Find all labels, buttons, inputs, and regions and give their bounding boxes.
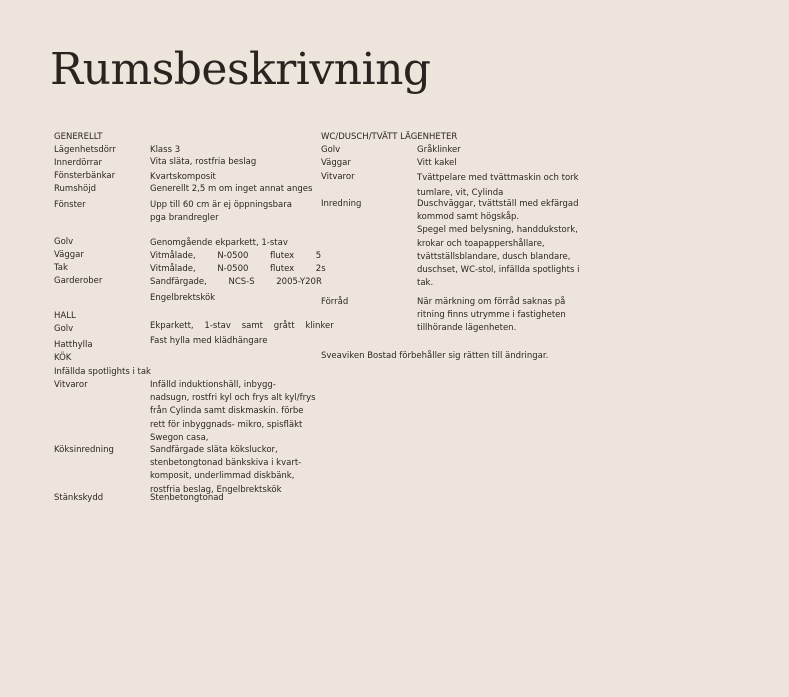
- value-hatthylla: Fast hylla med klädhängare: [150, 336, 268, 346]
- value-wc-forrad: När märkning om förråd saknas på ritning finns utrymme i fastigheten tillhörande lägenheten.: [417, 297, 566, 334]
- label-hall-golv: Golv: [54, 324, 74, 334]
- section-heading-hall: HALL: [54, 311, 76, 321]
- label-wc-forrad: Förråd: [321, 297, 349, 307]
- label-infallda-spotlights: Infällda spotlights i tak: [54, 367, 151, 377]
- value-innerdorrar: Vita släta, rostfria beslag: [150, 157, 257, 167]
- value-wc-vitvaror: Tvättpelare med tvättmaskin och tork tumlare, vit, Cylinda: [417, 173, 579, 198]
- label-golv: Golv: [54, 237, 74, 247]
- label-rumshojd: Rumshöjd: [54, 184, 96, 194]
- page-title: Rumsbeskrivning: [50, 44, 431, 95]
- value-rumshojd: Generellt 2,5 m om inget annat anges: [150, 184, 313, 194]
- value-lagenhetsdorr: Klass 3: [150, 145, 181, 155]
- section-heading-kok: KÖK: [54, 353, 72, 363]
- label-vitvaror: Vitvaror: [54, 380, 88, 390]
- value-garderober: Sandfärgade, NCS-S 2005-Y20R: [150, 277, 322, 287]
- label-wc-inredning: Inredning: [321, 199, 362, 209]
- value-fonster: Upp till 60 cm är ej öppningsbara pga brandregler: [150, 200, 292, 224]
- label-innerdorrar: Innerdörrar: [54, 158, 102, 168]
- label-garderober: Garderober: [54, 276, 103, 286]
- value-koksinredning: Sandfärgade släta köksluckor, stenbetongtonad bänkskiva i kvart- komposit, underlimmad diskbänk, rostfria beslag, Engelbrektskök: [150, 445, 302, 495]
- label-fonster: Fönster: [54, 200, 86, 210]
- value-golv: Genomgående ekparkett, 1-stav: [150, 238, 288, 248]
- label-wc-vitvaror: Vitvaror: [321, 172, 355, 182]
- label-lagenhetsdorr: Lägenhetsdörr: [54, 145, 116, 155]
- label-fonsterbankar: Fönsterbänkar: [54, 171, 116, 181]
- value-tak: Vitmålade, N-0500 flutex 2s: [150, 264, 326, 274]
- value-stankskydd: Stenbetongtonad: [150, 493, 224, 503]
- value-vaggar: Vitmålade, N-0500 flutex 5: [150, 251, 322, 261]
- value-garderober-brand: Engelbrektskök: [150, 293, 216, 303]
- section-heading-generellt: GENERELLT: [54, 132, 103, 142]
- label-tak: Tak: [54, 263, 68, 273]
- value-hall-golv: Ekparkett, 1-stav samt grått klinker: [150, 321, 334, 331]
- section-heading-wc: WC/DUSCH/TVÄTT LÄGENHETER: [321, 132, 458, 142]
- disclaimer-note: Sveaviken Bostad förbehåller sig rätten till ändringar.: [321, 351, 549, 361]
- label-wc-golv: Golv: [321, 145, 341, 155]
- label-koksinredning: Köksinredning: [54, 445, 114, 455]
- label-wc-vaggar: Väggar: [321, 158, 351, 168]
- label-stankskydd: Stänkskydd: [54, 493, 104, 503]
- value-wc-golv: Gråklinker: [417, 145, 461, 155]
- value-wc-inredning: Duschväggar, tvättställ med ekfärgad kommod samt högskåp. Spegel med belysning, handdukstork, krokar och toapappershållare, tvättställsblandare, dusch blandare, duschset, WC-stol, infällda spotlights i tak.: [417, 199, 580, 289]
- value-vitvaror: Infälld induktionshäll, inbygg- nadsugn, rostfri kyl och frys alt kyl/frys från Cylinda samt diskmaskin. förbe rett för inbyggnads- mikro, spisfläkt Swegon casa,: [150, 380, 316, 443]
- value-wc-vaggar: Vitt kakel: [417, 158, 457, 168]
- label-vaggar: Väggar: [54, 250, 84, 260]
- label-hatthylla: Hatthylla: [54, 340, 93, 350]
- value-fonsterbankar: Kvartskomposit: [150, 172, 216, 182]
